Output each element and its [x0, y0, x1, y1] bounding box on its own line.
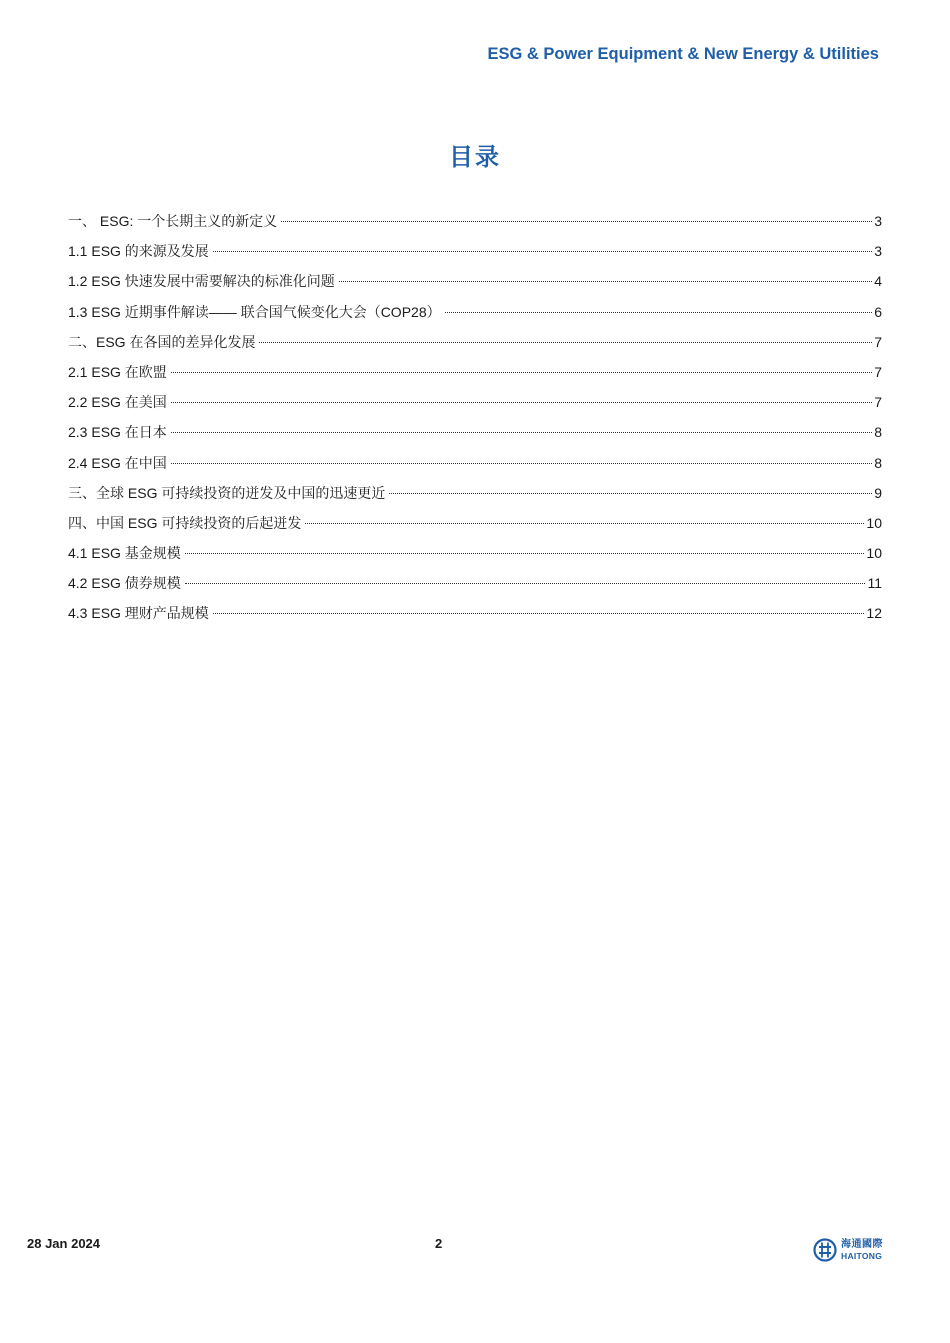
logo-name-cn: 海通國際	[841, 1238, 883, 1250]
toc-entry-title: 2.1 ESG 在欧盟	[68, 363, 167, 380]
toc-entry-page: 10	[866, 514, 882, 531]
toc-entry-title: 4.1 ESG 基金规模	[68, 545, 181, 562]
toc-entry-page: 10	[866, 545, 882, 562]
toc-entry[interactable]	[68, 572, 882, 602]
table-of-contents	[68, 210, 882, 633]
toc-entry[interactable]	[68, 482, 882, 512]
toc-entry[interactable]	[68, 240, 882, 270]
toc-entry-page: 8	[874, 454, 882, 471]
dot-leader	[171, 372, 872, 373]
toc-entry-page: 8	[874, 424, 882, 441]
toc-entry[interactable]	[68, 512, 882, 542]
dot-leader	[389, 493, 872, 494]
dot-leader	[305, 523, 864, 524]
toc-entry[interactable]	[68, 391, 882, 421]
toc-entry[interactable]	[68, 301, 882, 331]
dot-leader	[171, 432, 872, 433]
dot-leader	[281, 221, 872, 222]
dot-leader	[259, 342, 872, 343]
toc-entry[interactable]	[68, 421, 882, 451]
toc-entry-title: 2.4 ESG 在中国	[68, 454, 167, 471]
dot-leader	[171, 463, 872, 464]
toc-entry-page: 7	[874, 333, 882, 350]
toc-entry[interactable]	[68, 602, 882, 632]
toc-entry-page: 9	[874, 484, 882, 501]
toc-entry-title: 四、中国 ESG 可持续投资的后起迸发	[68, 514, 302, 531]
dot-leader	[213, 251, 872, 252]
report-date: 28 Jan 2024	[27, 1236, 101, 1251]
toc-entry-title: 2.2 ESG 在美国	[68, 394, 167, 411]
dot-leader	[185, 583, 866, 584]
toc-entry-title: 1.2 ESG 快速发展中需要解决的标准化问题	[68, 273, 335, 290]
haitong-logo	[813, 1236, 893, 1264]
toc-entry-page: 7	[874, 394, 882, 411]
toc-entry-page: 4	[874, 273, 882, 290]
toc-entry[interactable]	[68, 542, 882, 572]
toc-entry-title: 二、ESG 在各国的差异化发展	[68, 333, 256, 350]
toc-entry-title: 4.3 ESG 理财产品规模	[68, 605, 209, 622]
toc-entry-page: 3	[874, 243, 882, 260]
page-number: 2	[435, 1236, 443, 1251]
logo-name-en: HAITONG	[841, 1250, 883, 1261]
toc-entry-page: 6	[874, 303, 882, 320]
dot-leader	[213, 613, 865, 614]
report-sector-title: ESG & Power Equipment & New Energy & Utilities	[487, 45, 879, 63]
toc-entry-page: 3	[874, 213, 882, 229]
toc-entry-page: 7	[874, 363, 882, 380]
toc-entry-page: 11	[867, 575, 882, 592]
toc-entry-title: 4.2 ESG 债券规模	[68, 575, 181, 592]
toc-entry[interactable]	[68, 270, 882, 300]
dot-leader	[445, 312, 873, 313]
toc-entry-title: 一、 ESG: 一个长期主义的新定义	[68, 213, 278, 229]
toc-heading: 目录	[449, 144, 501, 171]
toc-entry-title: 1.1 ESG 的来源及发展	[68, 243, 209, 260]
toc-entry[interactable]	[68, 452, 882, 482]
toc-entry-page: 12	[866, 605, 882, 622]
dot-leader	[339, 281, 872, 282]
toc-entry[interactable]	[68, 331, 882, 361]
dot-leader	[185, 553, 865, 554]
toc-entry[interactable]	[68, 210, 882, 240]
toc-entry[interactable]	[68, 361, 882, 391]
haitong-emblem-icon	[813, 1238, 837, 1262]
toc-entry-title: 三、全球 ESG 可持续投资的迸发及中国的迅速更近	[68, 484, 386, 501]
dot-leader	[171, 402, 872, 403]
toc-entry-title: 2.3 ESG 在日本	[68, 424, 167, 441]
toc-entry-title: 1.3 ESG 近期事件解读—— 联合国气候变化大会（COP28）	[68, 303, 441, 320]
